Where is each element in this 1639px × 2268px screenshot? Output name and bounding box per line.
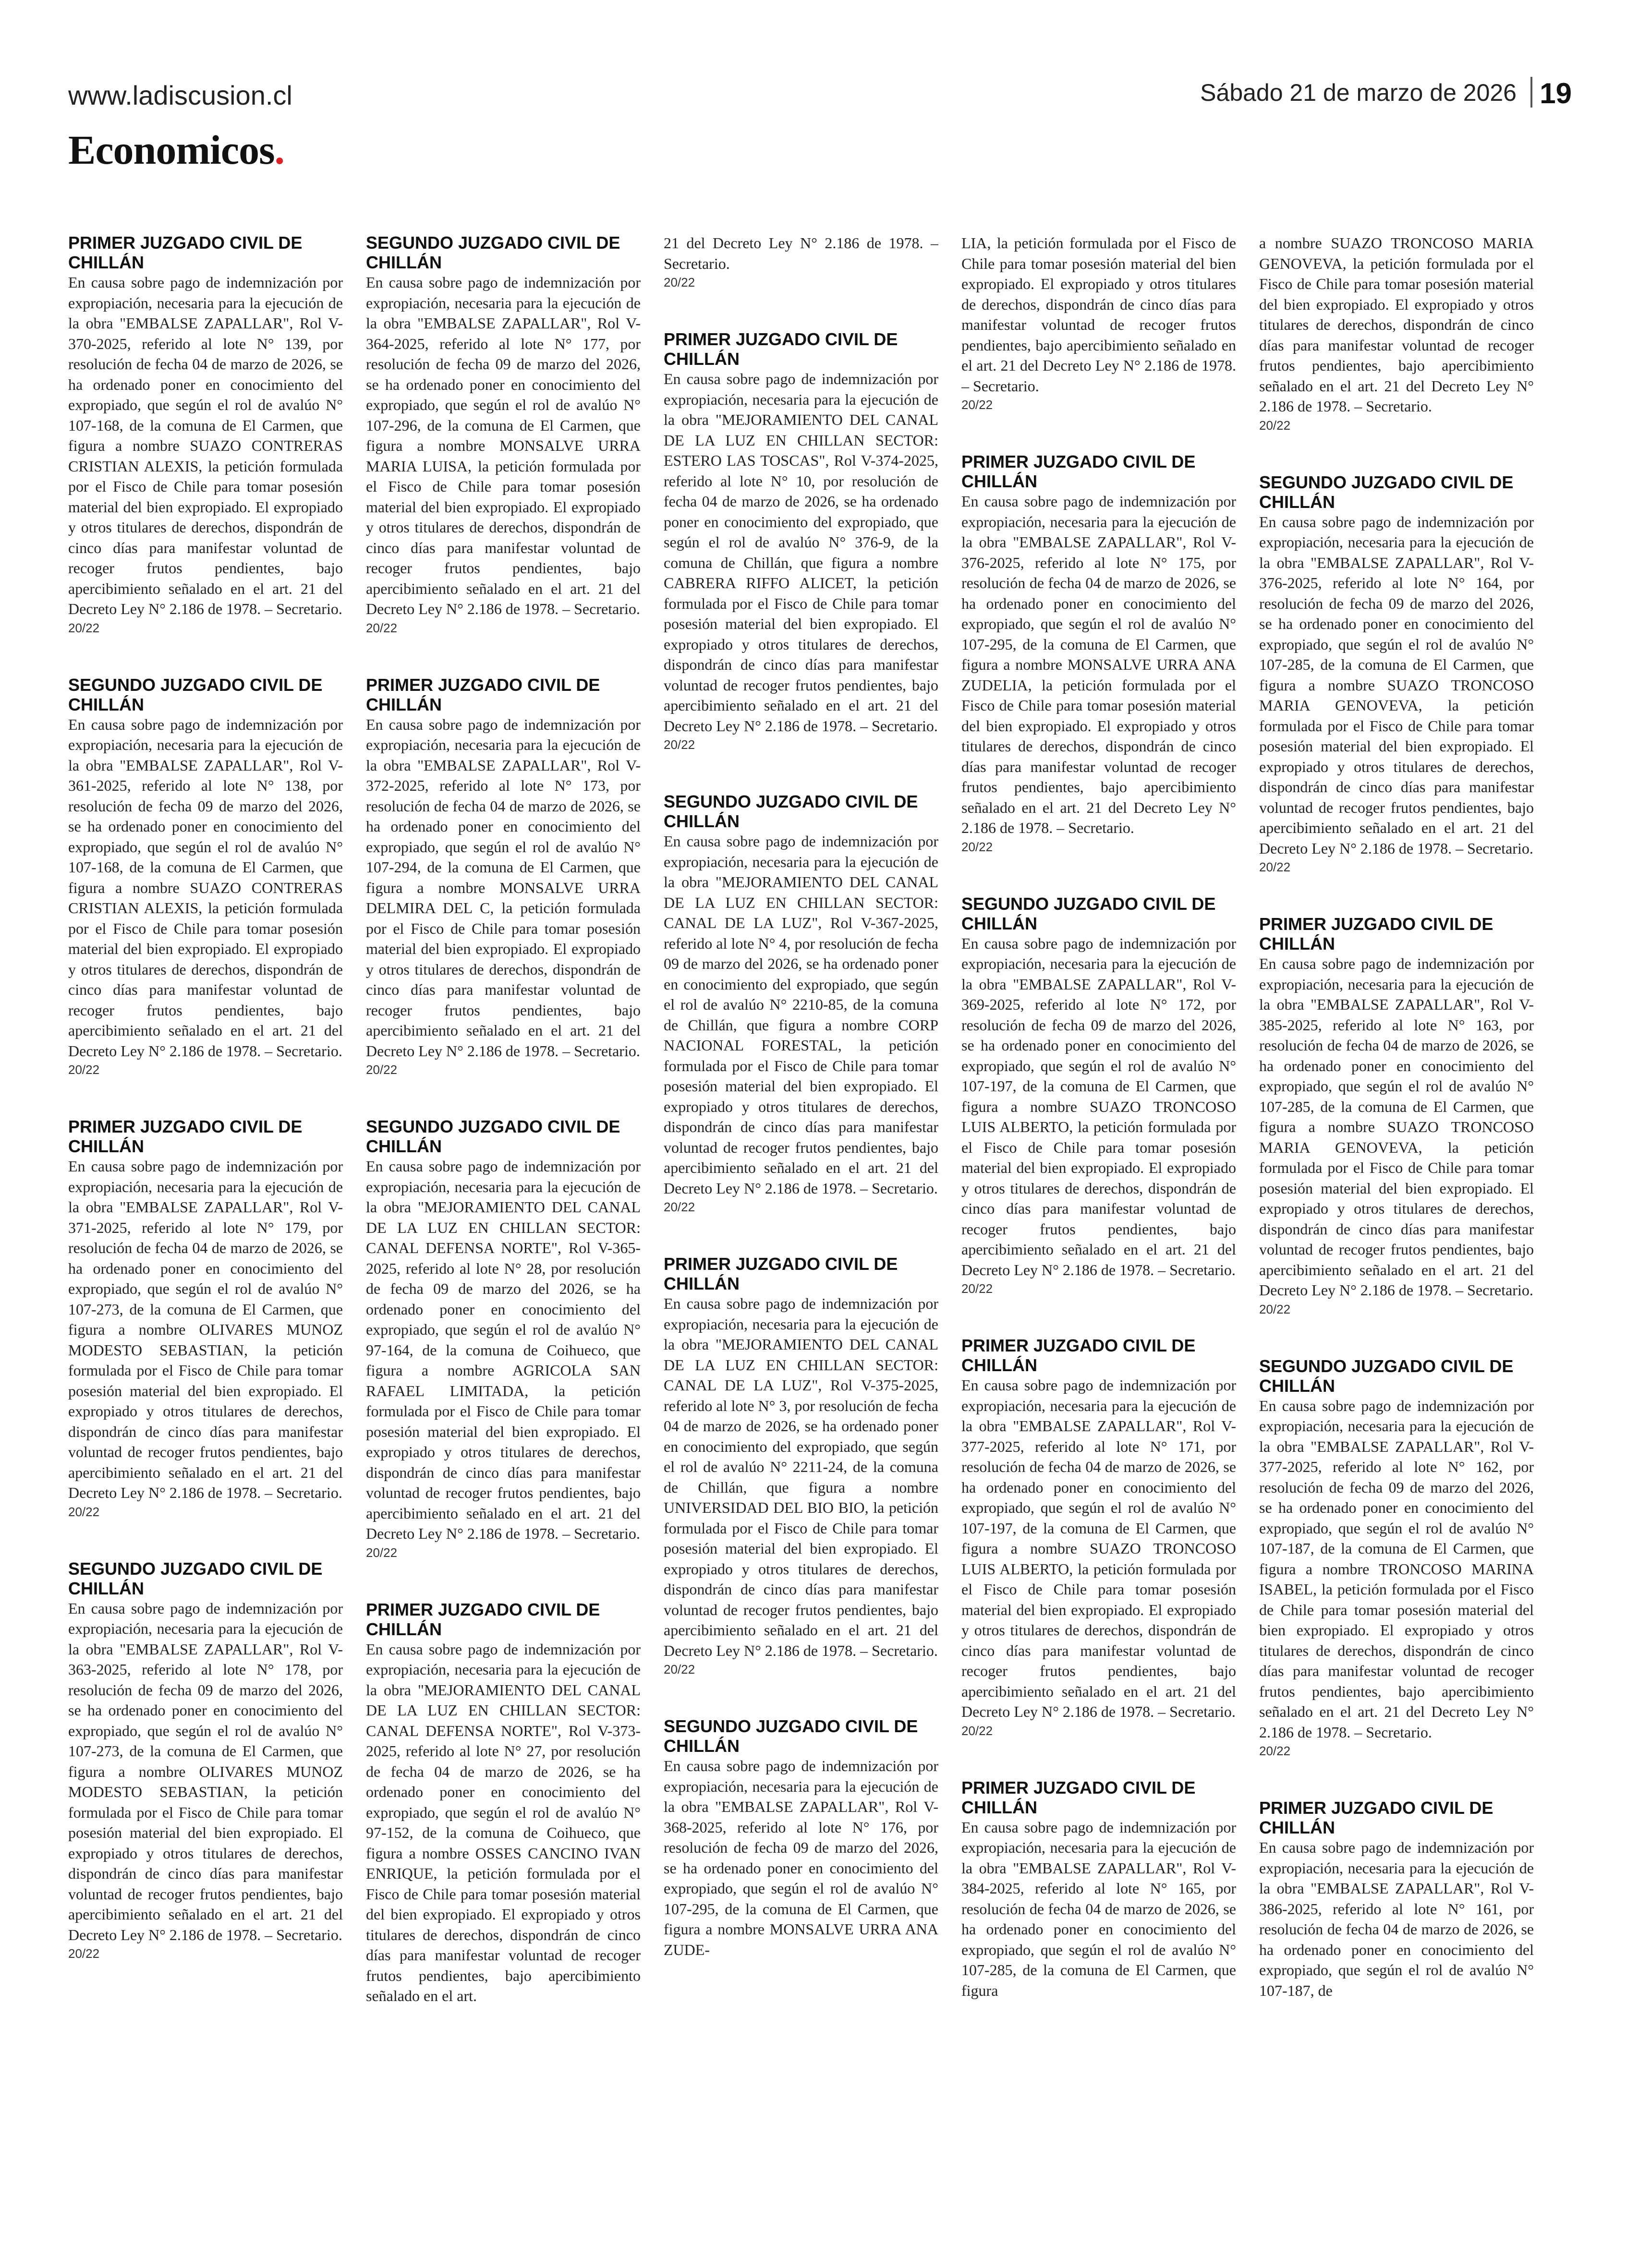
notice-code: 20/22 (366, 620, 398, 635)
legal-notice (1259, 233, 1534, 434)
issue-date: Sábado 21 de marzo de 2026 (1200, 79, 1517, 106)
legal-notice (366, 1117, 641, 1561)
notice-court-title: PRIMER JUZGADO CIVIL DE CHILLÁN (961, 1777, 1196, 1817)
notice-code: 20/22 (664, 275, 695, 290)
notice-body: En causa sobre pago de indemnización por expropiación, necesaria para la ejecución de la obra "EMBALSE ZAPALLAR", Rol V-370-2025, referido al lote N° 139, por resolución de fecha 04 de marzo de 2026, se ha ordenado poner en conocimiento del expropiado, que según el rol de avalúo N° 107-168, de la comuna de El Carmen, que figura a nombre SUAZO CONTRERAS CRISTIAN ALEXIS, la petición formulada por el Fisco de Chile para tomar posesión material del bien expropiado. El expropiado y otros titulares de derechos, dispondrán de cinco días para manifestar voluntad de recoger frutos pendientes, bajo apercibimiento señalado en el art. 21 del Decreto Ley N° 2.186 de 1978. – Secretario. (68, 274, 343, 617)
notice-court-title: PRIMER JUZGADO CIVIL DE CHILLÁN (68, 233, 303, 272)
section-name: Economicos (68, 127, 275, 173)
notice-code: 20/22 (68, 1062, 100, 1077)
notice-body: En causa sobre pago de indemnización por expropiación, necesaria para la ejecución de la obra "EMBALSE ZAPALLAR", Rol V-376-2025, referido al lote N° 175, por resolución de fecha 04 de marzo de 2026, se ha ordenado poner en conocimiento del expropiado, que según el rol de avalúo N° 107-295, de la comuna de El Carmen, que figura a nombre MONSALVE URRA ANA ZUDELIA, la petición formulada por el Fisco de Chile para tomar posesión material del bien expropiado. El expropiado y otros titulares de derechos, dispondrán de cinco días para manifestar voluntad de recoger frutos pendientes, bajo apercibimiento señalado en el art. 21 del Decreto Ley N° 2.186 de 1978. – Secretario. (961, 493, 1236, 836)
notice-court-title: SEGUNDO JUZGADO CIVIL DE CHILLÁN (1259, 472, 1514, 512)
notice-court-title: SEGUNDO JUZGADO CIVIL DE CHILLÁN (664, 1716, 918, 1756)
legal-notice (961, 1336, 1236, 1739)
notice-code: 20/22 (1259, 1744, 1291, 1758)
notice-body: En causa sobre pago de indemnización por expropiación, necesaria para la ejecución de la obra "EMBALSE ZAPALLAR", Rol V-385-2025, referido al lote N° 163, por resolución de fecha 04 de marzo de 2026, se ha ordenado poner en conocimiento del expropiado, que según el rol de avalúo N° 107-285, de la comuna de El Carmen, que figura a nombre SUAZO TRONCOSO MARIA GENOVEVA, la petición formulada por el Fisco de Chile para tomar posesión material del bien expropiado. El expropiado y otros titulares de derechos, dispondrán de cinco días para manifestar voluntad de recoger frutos pendientes, bajo apercibimiento señalado en el art. 21 del Decreto Ley N° 2.186 de 1978. – Secretario. (1259, 955, 1534, 1299)
legal-notice (68, 675, 343, 1079)
column-4 (961, 233, 1236, 2240)
notice-body: En causa sobre pago de indemnización por expropiación, necesaria para la ejecución de la obra "EMBALSE ZAPALLAR", Rol V-372-2025, referido al lote N° 173, por resolución de fecha 04 de marzo de 2026, se ha ordenado poner en conocimiento del expropiado, que según el rol de avalúo N° 107-294, de la comuna de El Carmen, que figura a nombre MONSALVE URRA DELMIRA DEL C, la petición formulada por el Fisco de Chile para tomar posesión material del bien expropiado. El expropiado y otros titulares de derechos, dispondrán de cinco días para manifestar voluntad de recoger frutos pendientes, bajo apercibimiento señalado en el art. 21 del Decreto Ley N° 2.186 de 1978. – Secretario. (366, 715, 641, 1060)
legal-notice (664, 1254, 938, 1678)
legal-notice (664, 792, 938, 1216)
notice-body: En causa sobre pago de indemnización por expropiación, necesaria para la ejecución de la obra "EMBALSE ZAPALLAR", Rol V-368-2025, referido al lote N° 176, por resolución de fecha 09 de marzo del 2026, se ha ordenado poner en conocimiento del expropiado, que según el rol de avalúo N° 107-295, de la comuna de El Carmen, que figura a nombre MONSALVE URRA ANA ZUDE- (664, 1757, 938, 1958)
notice-code: 20/22 (664, 737, 695, 752)
notice-body: En causa sobre pago de indemnización por expropiación, necesaria para la ejecución de la obra "EMBALSE ZAPALLAR", Rol V-371-2025, referido al lote N° 179, por resolución de fecha 04 de marzo de 2026, se ha ordenado poner en conocimiento del expropiado, que según el rol de avalúo N° 107-273, de la comuna de El Carmen, que figura a nombre OLIVARES MUNOZ MODESTO SEBASTIAN, la petición formulada por el Fisco de Chile para tomar posesión material del bien expropiado. El expropiado y otros titulares de derechos, dispondrán de cinco días para manifestar voluntad de recoger frutos pendientes, bajo apercibimiento señalado en el art. 21 del Decreto Ley N° 2.186 de 1978. – Secretario. (68, 1158, 343, 1501)
legal-notice (1259, 914, 1534, 1318)
legal-notice (1259, 472, 1534, 876)
notice-body: LIA, la petición formulada por el Fisco de Chile para tomar posesión material del bien expropiado. El expropiado y otros titulares de derechos, dispondrán de cinco días para manifestar voluntad de recoger frutos pendientes, bajo apercibimiento señalado en el art. 21 del Decreto Ley N° 2.186 de 1978. – Secretario. (961, 234, 1236, 395)
notice-body: En causa sobre pago de indemnización por expropiación, necesaria para la ejecución de la obra "EMBALSE ZAPALLAR", Rol V-377-2025, referido al lote N° 171, por resolución de fecha 04 de marzo de 2026, se ha ordenado poner en conocimiento del expropiado, que según el rol de avalúo N° 107-197, de la comuna de El Carmen, que figura a nombre SUAZO TRONCOSO LUIS ALBERTO, la petición formulada por el Fisco de Chile para tomar posesión material del bien expropiado. El expropiado y otros titulares de derechos, dispondrán de cinco días para manifestar voluntad de recoger frutos pendientes, bajo apercibimiento señalado en el art. 21 del Decreto Ley N° 2.186 de 1978. – Secretario. (961, 1376, 1236, 1720)
site-url[interactable]: www.ladiscusion.cl (68, 80, 292, 110)
notice-code: 20/22 (366, 1545, 398, 1560)
legal-notice (1259, 1798, 1534, 2001)
notice-code: 20/22 (961, 1281, 993, 1296)
page-number: 19 (1540, 77, 1572, 109)
notice-body: En causa sobre pago de indemnización por expropiación, necesaria para la ejecución de la obra "EMBALSE ZAPALLAR", Rol V-377-2025, referido al lote N° 162, por resolución de fecha 09 de marzo del 2026, se ha ordenado poner en conocimiento del expropiado, que según el rol de avalúo N° 107-187, de la comuna de El Carmen, que figura a nombre TRONCOSO MARINA ISABEL, la petición formulada por el Fisco de Chile para tomar posesión material del bien expropiado. El expropiado y otros titulares de derechos, dispondrán de cinco días para manifestar voluntad de recoger frutos pendientes, bajo apercibimiento señalado en el art. 21 del Decreto Ley N° 2.186 de 1978. – Secretario. (1259, 1397, 1534, 1741)
notice-court-title: SEGUNDO JUZGADO CIVIL DE CHILLÁN (961, 893, 1216, 933)
notice-code: 20/22 (1259, 860, 1291, 874)
column-2 (366, 233, 641, 2240)
notice-code: 20/22 (68, 1946, 100, 1961)
notice-body: a nombre SUAZO TRONCOSO MARIA GENOVEVA, la petición formulada por el Fisco de Chile para tomar posesión material del bien expropiado. El expropiado y otros titulares de derechos, dispondrán de cinco días para manifestar voluntad de recoger frutos pendientes, bajo apercibimiento señalado en el art. 21 del Decreto Ley N° 2.186 de 1978. – Secretario. (1259, 234, 1534, 415)
legal-notice (961, 452, 1236, 856)
notice-body: En causa sobre pago de indemnización por expropiación, necesaria para la ejecución de la obra "MEJORAMIENTO DEL CANAL DE LA LUZ EN CHILLAN SECTOR: CANAL DE LA LUZ", Rol V-375-2025, referido al lote N° 3, por resolución de fecha 04 de marzo de 2026, se ha ordenado poner en conocimiento del expropiado, que según el rol de avalúo N° 2211-24, de la comuna de Chillán, que figura a nombre UNIVERSIDAD DEL BIO BIO, la petición formulada por el Fisco de Chile para tomar posesión material del bien expropiado. El expropiado y otros titulares de derechos, dispondrán de cinco días para manifestar voluntad de recoger frutos pendientes, bajo apercibimiento señalado en el art. 21 del Decreto Ley N° 2.186 de 1978. – Secretario. (664, 1295, 938, 1659)
legal-notice (366, 233, 641, 637)
notice-code: 20/22 (1259, 1302, 1291, 1316)
notice-court-title: PRIMER JUZGADO CIVIL DE CHILLÁN (961, 1336, 1196, 1375)
legal-notice (664, 329, 938, 753)
section-title (68, 126, 284, 174)
notice-court-title: SEGUNDO JUZGADO CIVIL DE CHILLÁN (366, 233, 620, 272)
notice-body: En causa sobre pago de indemnización por expropiación, necesaria para la ejecución de la obra "EMBALSE ZAPALLAR", Rol V-384-2025, referido al lote N° 165, por resolución de fecha 04 de marzo de 2026, se ha ordenado poner en conocimiento del expropiado, que según el rol de avalúo N° 107-285, de la comuna de El Carmen, que figura (961, 1818, 1236, 1999)
notice-court-title: SEGUNDO JUZGADO CIVIL DE CHILLÁN (366, 1117, 620, 1156)
notice-court-title: PRIMER JUZGADO CIVIL DE CHILLÁN (664, 329, 898, 369)
notice-code: 20/22 (961, 839, 993, 854)
section-accent-dot: . (274, 127, 285, 173)
legal-notice (961, 233, 1236, 413)
notice-court-title: SEGUNDO JUZGADO CIVIL DE CHILLÁN (1259, 1356, 1514, 1396)
legal-notice (68, 1117, 343, 1520)
legal-notice (961, 894, 1236, 1298)
notice-court-title: PRIMER JUZGADO CIVIL DE CHILLÁN (1259, 914, 1493, 953)
notice-code: 20/22 (664, 1662, 695, 1677)
notice-code: 20/22 (664, 1200, 695, 1214)
notice-court-title: PRIMER JUZGADO CIVIL DE CHILLÁN (366, 675, 600, 714)
notice-body: En causa sobre pago de indemnización por expropiación, necesaria para la ejecución de la obra "MEJORAMIENTO DEL CANAL DE LA LUZ EN CHILLAN SECTOR: CANAL DEFENSA NORTE", Rol V-373-2025, referido al lote N° 27, por resolución de fecha 04 de marzo de 2026, se ha ordenado poner en conocimiento del expropiado, que según el rol de avalúo N° 97-152, de la comuna de Coihueco, que figura a nombre OSSES CANCINO IVAN ENRIQUE, la petición formulada por el Fisco de Chile para tomar posesión material del bien expropiado. El expropiado y otros titulares de derechos, dispondrán de cinco días para manifestar voluntad de recoger frutos pendientes, bajo apercibimiento señalado en el art. (366, 1640, 641, 2004)
notice-body: En causa sobre pago de indemnización por expropiación, necesaria para la ejecución de la obra "EMBALSE ZAPALLAR", Rol V-369-2025, referido al lote N° 172, por resolución de fecha 09 de marzo del 2026, se ha ordenado poner en conocimiento del expropiado, que según el rol de avalúo N° 107-197, de la comuna de El Carmen, que figura a nombre SUAZO TRONCOSO LUIS ALBERTO, la petición formulada por el Fisco de Chile para tomar posesión material del bien expropiado. El expropiado y otros titulares de derechos, dispondrán de cinco días para manifestar voluntad de recoger frutos pendientes, bajo apercibimiento señalado en el art. 21 del Decreto Ley N° 2.186 de 1978. – Secretario. (961, 934, 1236, 1279)
notice-code: 20/22 (68, 1504, 100, 1519)
legal-notice (664, 233, 938, 291)
column-5 (1259, 233, 1534, 2240)
notice-body: En causa sobre pago de indemnización por expropiación, necesaria para la ejecución de la obra "EMBALSE ZAPALLAR", Rol V-364-2025, referido al lote N° 177, por resolución de fecha 09 de marzo del 2026, se ha ordenado poner en conocimiento del expropiado, que según el rol de avalúo N° 107-296, de la comuna de El Carmen, que figura a nombre MONSALVE URRA MARIA LUISA, la petición formulada por el Fisco de Chile para tomar posesión material del bien expropiado. El expropiado y otros titulares de derechos, dispondrán de cinco días para manifestar voluntad de recoger frutos pendientes, bajo apercibimiento señalado en el art. 21 del Decreto Ley N° 2.186 de 1978. – Secretario. (366, 274, 641, 617)
notice-court-title: PRIMER JUZGADO CIVIL DE CHILLÁN (664, 1254, 898, 1293)
legal-notice (1259, 1356, 1534, 1760)
notice-body: En causa sobre pago de indemnización por expropiación, necesaria para la ejecución de la obra "MEJORAMIENTO DEL CANAL DE LA LUZ EN CHILLAN SECTOR: CANAL DEFENSA NORTE", Rol V-365-2025, referido al lote N° 28, por resolución de fecha 09 de marzo del 2026, se ha ordenado poner en conocimiento del expropiado, que según el rol de avalúo N° 97-164, de la comuna de Coihueco, que figura a nombre AGRICOLA SAN RAFAEL LIMITADA, la petición formulada por el Fisco de Chile para tomar posesión material del bien expropiado. El expropiado y otros titulares de derechos, dispondrán de cinco días para manifestar voluntad de recoger frutos pendientes, bajo apercibimiento señalado en el art. 21 del Decreto Ley N° 2.186 de 1978. – Secretario. (366, 1158, 641, 1542)
notice-court-title: SEGUNDO JUZGADO CIVIL DE CHILLÁN (68, 1558, 323, 1598)
notice-code: 20/22 (68, 620, 100, 635)
notice-code: 20/22 (366, 1062, 398, 1077)
notice-code: 20/22 (961, 1723, 993, 1738)
notice-court-title: PRIMER JUZGADO CIVIL DE CHILLÁN (961, 452, 1196, 491)
notice-court-title: SEGUNDO JUZGADO CIVIL DE CHILLÁN (68, 675, 323, 714)
notice-court-title: PRIMER JUZGADO CIVIL DE CHILLÁN (68, 1117, 303, 1156)
notice-body: En causa sobre pago de indemnización por expropiación, necesaria para la ejecución de la obra "MEJORAMIENTO DEL CANAL DE LA LUZ EN CHILLAN SECTOR: ESTERO LAS TOSCAS", Rol V-374-2025, referido al lote N° 10, por resolución de fecha 04 de marzo de 2026, se ha ordenado poner en conocimiento del expropiado, que según el rol de avalúo N° 376-9, de la comuna de Chillán, que figura a nombre CABRERA RIFFO ALICET, la petición formulada por el Fisco de Chile para tomar posesión material del bien expropiado. El expropiado y otros titulares de derechos, dispondrán de cinco días para manifestar voluntad de recoger frutos pendientes, bajo apercibimiento señalado en el art. 21 del Decreto Ley N° 2.186 de 1978. – Secretario. (664, 370, 938, 735)
legal-notice (68, 233, 343, 637)
notice-court-title: PRIMER JUZGADO CIVIL DE CHILLÁN (366, 1599, 600, 1639)
notice-code: 20/22 (1259, 418, 1291, 433)
notice-body: En causa sobre pago de indemnización por expropiación, necesaria para la ejecución de la obra "EMBALSE ZAPALLAR", Rol V-363-2025, referido al lote N° 178, por resolución de fecha 09 de marzo del 2026, se ha ordenado poner en conocimiento del expropiado, que según el rol de avalúo N° 107-273, de la comuna de El Carmen, que figura a nombre OLIVARES MUNOZ MODESTO SEBASTIAN, la petición formulada por el Fisco de Chile para tomar posesión material del bien expropiado. El expropiado y otros titulares de derechos, dispondrán de cinco días para manifestar voluntad de recoger frutos pendientes, bajo apercibimiento señalado en el art. 21 del Decreto Ley N° 2.186 de 1978. – Secretario. (68, 1599, 343, 1943)
notice-court-title: PRIMER JUZGADO CIVIL DE CHILLÁN (1259, 1798, 1493, 1837)
column-3 (664, 233, 938, 2240)
notice-body: En causa sobre pago de indemnización por expropiación, necesaria para la ejecución de la obra "EMBALSE ZAPALLAR", Rol V-361-2025, referido al lote N° 138, por resolución de fecha 09 de marzo del 2026, se ha ordenado poner en conocimiento del expropiado, que según el rol de avalúo N° 107-168, de la comuna de El Carmen, que figura a nombre SUAZO CONTRERAS CRISTIAN ALEXIS, la petición formulada por el Fisco de Chile para tomar posesión material del bien expropiado. El expropiado y otros titulares de derechos, dispondrán de cinco días para manifestar voluntad de recoger frutos pendientes, bajo apercibimiento señalado en el art. 21 del Decreto Ley N° 2.186 de 1978. – Secretario. (68, 715, 343, 1060)
legal-notice (68, 1559, 343, 1963)
column-1 (68, 233, 343, 2240)
notice-body: En causa sobre pago de indemnización por expropiación, necesaria para la ejecución de la obra "MEJORAMIENTO DEL CANAL DE LA LUZ EN CHILLAN SECTOR: CANAL DE LA LUZ", Rol V-367-2025, referido al lote N° 4, por resolución de fecha 09 de marzo del 2026, se ha ordenado poner en conocimiento del expropiado, que según el rol de avalúo N° 2210-85, de la comuna de Chillán, que figura a nombre CORP NACIONAL FORESTAL, la petición formulada por el Fisco de Chile para tomar posesión material del bien expropiado. El expropiado y otros titulares de derechos, dispondrán de cinco días para manifestar voluntad de recoger frutos pendientes, bajo apercibimiento señalado en el art. 21 del Decreto Ley N° 2.186 de 1978. – Secretario. (664, 832, 938, 1197)
notice-body: En causa sobre pago de indemnización por expropiación, necesaria para la ejecución de la obra "EMBALSE ZAPALLAR", Rol V-386-2025, referido al lote N° 161, por resolución de fecha 04 de marzo de 2026, se ha ordenado poner en conocimiento del expropiado, que según el rol de avalúo N° 107-187, de (1259, 1839, 1534, 1999)
legal-notice (961, 1778, 1236, 2001)
notice-court-title: SEGUNDO JUZGADO CIVIL DE CHILLÁN (664, 792, 918, 831)
notice-body: En causa sobre pago de indemnización por expropiación, necesaria para la ejecución de la obra "EMBALSE ZAPALLAR", Rol V-376-2025, referido al lote N° 164, por resolución de fecha 09 de marzo del 2026, se ha ordenado poner en conocimiento del expropiado, que según el rol de avalúo N° 107-285, de la comuna de El Carmen, que figura a nombre SUAZO TRONCOSO MARIA GENOVEVA, la petición formulada por el Fisco de Chile para tomar posesión material del bien expropiado. El expropiado y otros titulares de derechos, dispondrán de cinco días para manifestar voluntad de recoger frutos pendientes, bajo apercibimiento señalado en el art. 21 del Decreto Ley N° 2.186 de 1978. – Secretario. (1259, 513, 1534, 857)
legal-notice (366, 1600, 641, 2006)
header-divider (1530, 77, 1532, 108)
notice-body: 21 del Decreto Ley N° 2.186 de 1978. – Secretario. (664, 234, 938, 272)
notice-code: 20/22 (961, 398, 993, 412)
legal-notice (664, 1716, 938, 1960)
legal-notice (366, 675, 641, 1079)
